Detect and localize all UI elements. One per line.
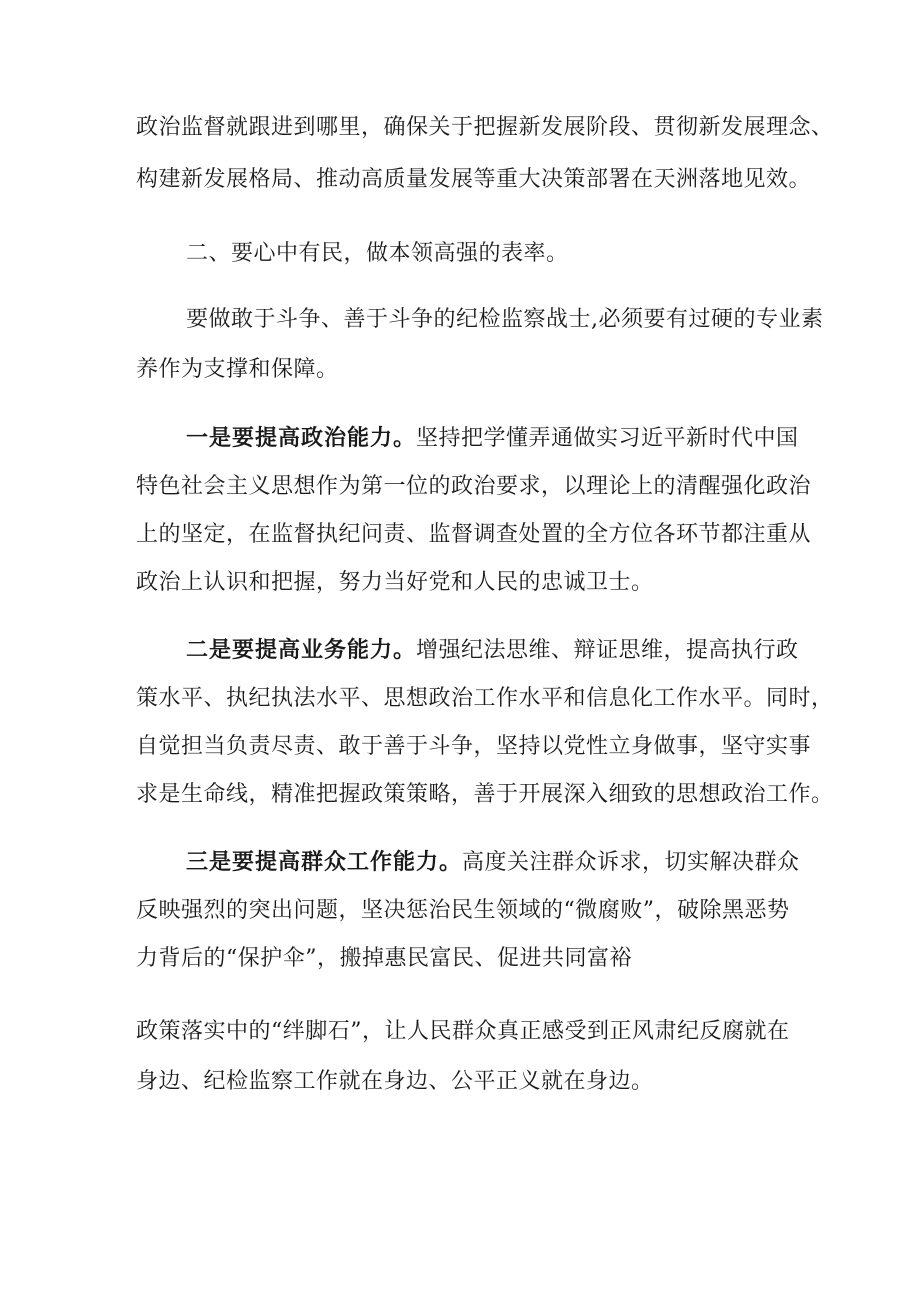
text-line: [186, 848, 800, 878]
text-line: 政治监督就跟进到哪里，确保关于把握新发展阶段、贯彻新发展理念、: [136, 115, 834, 140]
text-line: 特色社会主义思想作为第一位的政治要求，以理论上的清醒强化政治: [136, 474, 812, 499]
text-line: 要做敢于斗争、善于斗争的纪检监察战士,必须要有过硬的专业素: [186, 307, 824, 332]
paragraph-lead: 一是要提高政治能力。: [186, 426, 417, 451]
text-line: 上的坚定，在监督执纪问责、监督调查处置的全方位各环节都注重从: [136, 522, 812, 547]
text-line: 政治上认识和把握，努力当好党和人民的忠诚卫士。: [136, 570, 654, 595]
text-line: 构建新发展格局、推动高质量发展等重大决策部署在天洲落地见效。: [136, 167, 812, 192]
text-line: 力背后的“保护伞”，搬掉惠民富民、促进共同富裕: [136, 946, 632, 971]
paragraph-lead: 二是要提高业务能力。: [186, 638, 417, 663]
paragraph-lead: 三是要提高群众工作能力。: [186, 850, 463, 875]
text-line: [186, 636, 799, 666]
paragraph-text: 坚持把学懂弄通做实习近平新时代中国: [416, 426, 799, 451]
text-line: 策水平、执纪执法水平、思想政治工作水平和信息化工作水平。同时，: [136, 686, 834, 711]
text-line: 政策落实中的“绊脚石”，让人民群众真正感受到正风肃纪反腐就在: [136, 1019, 790, 1044]
section-heading: 二、要心中有民，做本领高强的表率。: [186, 241, 569, 266]
text-line: [186, 424, 799, 454]
paragraph-text: 增强纪法思维、辩证思维，提高执行政: [416, 638, 799, 663]
text-line: 自觉担当负责尽责、敢于善于斗争，坚持以党性立身做事，坚守实事: [136, 734, 812, 759]
text-line: 反映强烈的突出问题，坚决惩治民生领域的“微腐败”，破除黑恶势: [136, 898, 790, 923]
paragraph-text: 高度关注群众诉求，切实解决群众: [462, 850, 800, 875]
text-line: 身边、纪检监察工作就在身边、公平正义就在身边。: [136, 1069, 654, 1094]
text-line: 求是生命线，精准把握政策策略，善于开展深入细致的思想政治工作。: [136, 782, 834, 807]
text-line: 养作为支撑和保障。: [136, 357, 339, 382]
